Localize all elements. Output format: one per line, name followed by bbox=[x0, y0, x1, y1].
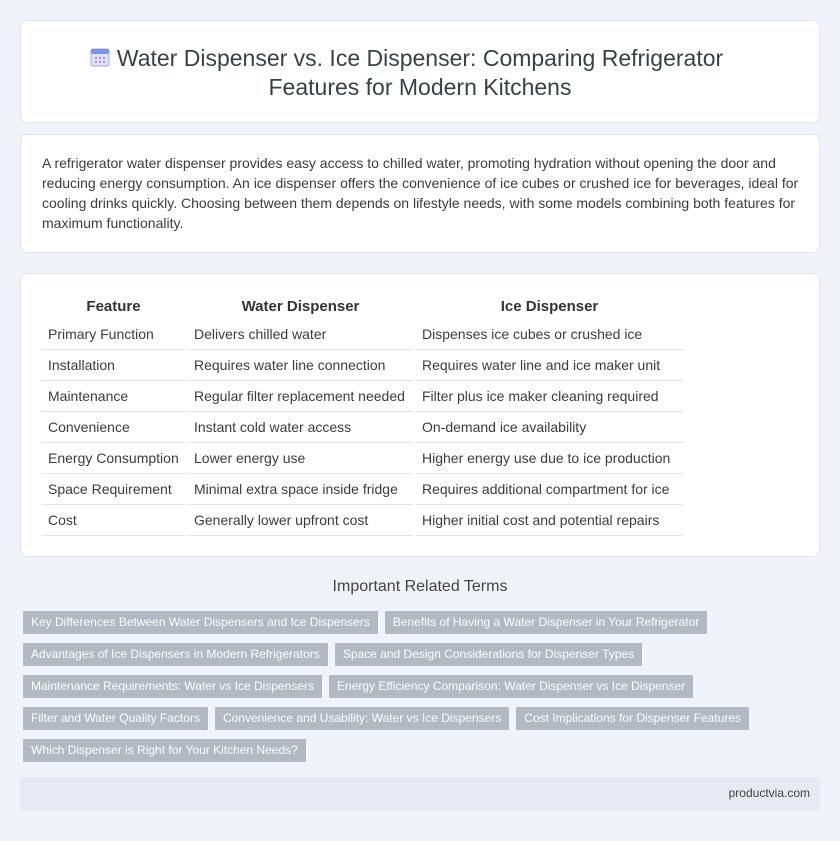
table-cell: Requires water line connection bbox=[188, 350, 413, 381]
related-terms-row bbox=[23, 643, 803, 666]
related-term-tag[interactable]: Energy Efficiency Comparison: Water Dispenser vs Ice Dispenser bbox=[329, 675, 693, 698]
table-cell: Maintenance bbox=[42, 381, 185, 412]
table-cell: Space Requirement bbox=[42, 474, 185, 505]
related-term-tag[interactable]: Filter and Water Quality Factors bbox=[23, 707, 208, 730]
related-term-tag[interactable]: Benefits of Having a Water Dispenser in Your Refrigerator bbox=[385, 611, 707, 634]
header-card bbox=[20, 20, 820, 123]
table-cell: Installation bbox=[42, 350, 185, 381]
table-row bbox=[42, 350, 683, 381]
related-terms-title: Important Related Terms bbox=[332, 578, 508, 595]
table-cell: Higher energy use due to ice production bbox=[416, 443, 683, 474]
table-row bbox=[42, 474, 683, 505]
table-cell: Convenience bbox=[42, 412, 185, 443]
table-cell: Cost bbox=[42, 505, 185, 536]
related-term-tag[interactable]: Advantages of Ice Dispensers in Modern Refrigerators bbox=[23, 643, 328, 666]
header-water-dispenser: Water Dispenser bbox=[241, 297, 360, 315]
related-terms-row bbox=[23, 707, 803, 730]
table-cell: Instant cold water access bbox=[188, 412, 413, 443]
header-ice-dispenser: Ice Dispenser bbox=[500, 297, 599, 315]
intro-card bbox=[20, 134, 820, 253]
comparison-table bbox=[42, 293, 683, 536]
table-cell: Dispenses ice cubes or crushed ice bbox=[416, 319, 683, 350]
table-row bbox=[42, 443, 683, 474]
table-cell: Generally lower upfront cost bbox=[188, 505, 413, 536]
table-cell: On-demand ice availability bbox=[416, 412, 683, 443]
header-feature: Feature bbox=[86, 297, 141, 315]
table-cell: Higher initial cost and potential repairs bbox=[416, 505, 683, 536]
footer-site-link[interactable]: productvia.com bbox=[728, 786, 810, 800]
related-terms-row bbox=[23, 739, 803, 762]
footer bbox=[20, 777, 820, 810]
table-cell: Delivers chilled water bbox=[188, 319, 413, 350]
table-row bbox=[42, 505, 683, 536]
table-cell: Primary Function bbox=[42, 319, 185, 350]
related-terms-row bbox=[23, 675, 803, 698]
table-row bbox=[42, 381, 683, 412]
table-header-row bbox=[42, 293, 683, 319]
related-term-tag[interactable]: Convenience and Usability: Water vs Ice Dispensers bbox=[215, 707, 509, 730]
table-cell: Minimal extra space inside fridge bbox=[188, 474, 413, 505]
table-row bbox=[42, 319, 683, 350]
table-cell: Regular filter replacement needed bbox=[188, 381, 413, 412]
comparison-table-card bbox=[20, 273, 820, 557]
related-term-tag[interactable]: Which Dispenser is Right for Your Kitchen Needs? bbox=[23, 739, 306, 762]
table-cell: Requires water line and ice maker unit bbox=[416, 350, 683, 381]
related-terms-row bbox=[23, 611, 803, 634]
table-cell: Filter plus ice maker cleaning required bbox=[416, 381, 683, 412]
related-term-tag[interactable]: Space and Design Considerations for Dispenser Types bbox=[335, 643, 642, 666]
related-term-tag[interactable]: Maintenance Requirements: Water vs Ice Dispensers bbox=[23, 675, 322, 698]
table-row bbox=[42, 412, 683, 443]
related-terms-list bbox=[23, 611, 803, 771]
table-cell: Requires additional compartment for ice bbox=[416, 474, 683, 505]
related-term-tag[interactable]: Key Differences Between Water Dispensers and Ice Dispensers bbox=[23, 611, 378, 634]
table-cell: Lower energy use bbox=[188, 443, 413, 474]
intro-paragraph: A refrigerator water dispenser provides easy access to chilled water, promoting hydration without opening the door and reducing energy consumption. An ice dispenser offers the convenience of ice cubes or crushed ice for beverages, ideal for cooling drinks quickly. Choosing between them depends on lifestyle needs, with some models combining both features for maximum functionality. bbox=[42, 155, 799, 231]
page-title: Water Dispenser vs. Ice Dispenser: Comparing Refrigerator Features for Modern Kitchens bbox=[116, 45, 724, 100]
table-cell: Energy Consumption bbox=[42, 443, 185, 474]
related-term-tag[interactable]: Cost Implications for Dispenser Features bbox=[516, 707, 749, 730]
